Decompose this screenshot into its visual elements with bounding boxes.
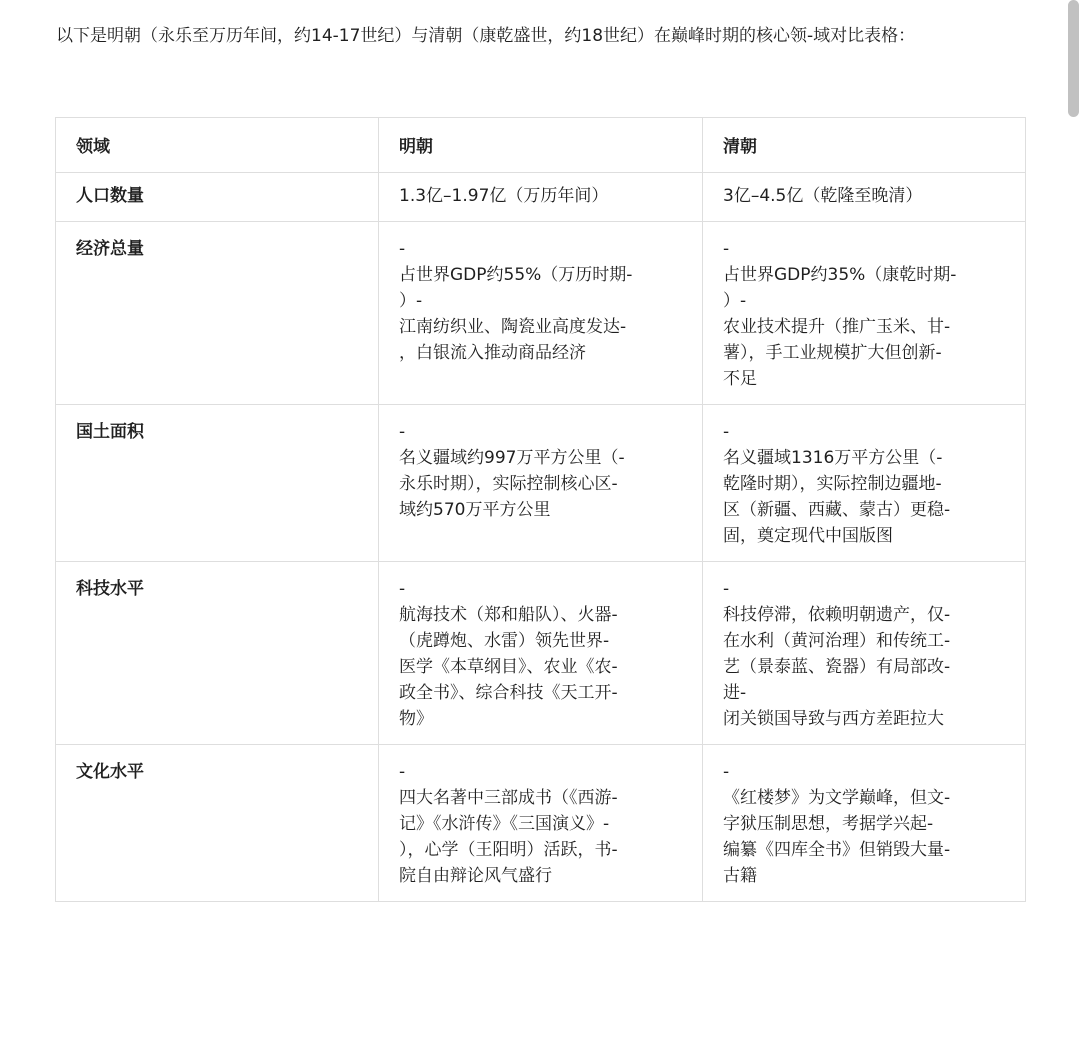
cell-text-line: 闭关锁国导致与西方差距拉大: [723, 709, 944, 729]
cell-text-line: 1.3亿–1.97亿（万历年间）: [399, 186, 609, 206]
cell-qing: [703, 745, 1026, 902]
intro-text: 以下是明朝（永乐至万历年间，约14-17世纪）与清朝（康乾盛世，约18世纪）在巅峰时期的核心领-域对比表格：: [56, 26, 916, 46]
cell-text-line: -: [399, 762, 406, 782]
table-body: [56, 173, 1026, 902]
comparison-table: [55, 117, 1026, 902]
row-field-label: 经济总量: [56, 222, 379, 405]
cell-qing: [703, 405, 1026, 562]
cell-qing: [703, 222, 1026, 405]
cell-text-line: 《红楼梦》为文学巅峰，但文-: [723, 788, 951, 808]
cell-text-line: -: [399, 422, 406, 442]
cell-text-line: 古籍: [723, 866, 757, 886]
header-field: 领域: [56, 118, 379, 173]
cell-text-line: 四大名著中三部成书（《西游-: [399, 788, 618, 808]
table-row: [56, 222, 1026, 405]
cell-text-line: -: [399, 579, 406, 599]
cell-text-line: 农业技术提升（推广玉米、甘-: [723, 317, 951, 337]
cell-text-line: 字狱压制思想，考据学兴起-: [723, 814, 934, 834]
table-header-row: [56, 118, 1026, 173]
cell-text-line: ）-: [399, 291, 423, 311]
cell-ming: [379, 405, 703, 562]
cell-text-line: （虎蹲炮、水雷）领先世界-: [399, 631, 610, 651]
row-field-label: 文化水平: [56, 745, 379, 902]
cell-text-line: ）-: [723, 291, 747, 311]
table-row: [56, 745, 1026, 902]
cell-text-line: 科技停滞，依赖明朝遗产，仅-: [723, 605, 951, 625]
cell-ming: [379, 745, 703, 902]
cell-text-line: 薯），手工业规模扩大但创新-: [723, 343, 942, 363]
cell-text-line: 编纂《四库全书》但销毁大量-: [723, 840, 951, 860]
row-field-label: 国土面积: [56, 405, 379, 562]
cell-qing: [703, 173, 1026, 222]
table-row: [56, 405, 1026, 562]
row-field-label: 人口数量: [56, 173, 379, 222]
cell-text-line: 记》《水浒传》《三国演义》-: [399, 814, 610, 834]
cell-text-line: 域约570万平方公里: [399, 500, 551, 520]
cell-text-line: -: [723, 762, 730, 782]
cell-text-line: 区（新疆、西藏、蒙古）更稳-: [723, 500, 951, 520]
vertical-scrollbar[interactable]: [1066, 0, 1080, 1045]
comparison-table-container: [55, 117, 1025, 902]
row-field-label: 科技水平: [56, 562, 379, 745]
table-row: [56, 173, 1026, 222]
cell-text-line: 在水利（黄河治理）和传统工-: [723, 631, 951, 651]
cell-text-line: 名义疆域1316万平方公里（-: [723, 448, 943, 468]
cell-text-line: 艺（景泰蓝、瓷器）有局部改-: [723, 657, 951, 677]
cell-qing: [703, 562, 1026, 745]
cell-text-line: -: [723, 239, 730, 259]
table-header: [56, 118, 1026, 173]
cell-text-line: 院自由辩论风气盛行: [399, 866, 552, 886]
cell-text-line: 不足: [723, 369, 757, 389]
header-qing: 清朝: [703, 118, 1026, 173]
cell-text-line: ），心学（王阳明）活跃，书-: [399, 840, 618, 860]
cell-ming: [379, 222, 703, 405]
cell-ming: [379, 562, 703, 745]
cell-text-line: 物》: [399, 709, 433, 729]
cell-text-line: 乾隆时期），实际控制边疆地-: [723, 474, 942, 494]
cell-text-line: 医学《本草纲目》、农业《农-: [399, 657, 618, 677]
cell-text-line: 永乐时期），实际控制核心区-: [399, 474, 618, 494]
cell-text-line: -: [723, 579, 730, 599]
cell-text-line: 政全书》、综合科技《天工开-: [399, 683, 618, 703]
cell-text-line: 固，奠定现代中国版图: [723, 526, 893, 546]
cell-text-line: 占世界GDP约35%（康乾时期-: [723, 265, 957, 285]
cell-text-line: 3亿–4.5亿（乾隆至晚清）: [723, 186, 923, 206]
cell-text-line: -: [723, 422, 730, 442]
cell-text-line: 航海技术（郑和船队）、火器-: [399, 605, 618, 625]
scrollbar-thumb[interactable]: [1068, 0, 1079, 117]
cell-text-line: ，白银流入推动商品经济: [399, 343, 586, 363]
cell-ming: [379, 173, 703, 222]
cell-text-line: 进-: [723, 683, 747, 703]
cell-text-line: 江南纺织业、陶瓷业高度发达-: [399, 317, 627, 337]
cell-text-line: 占世界GDP约55%（万历时期-: [399, 265, 633, 285]
cell-text-line: 名义疆域约997万平方公里（-: [399, 448, 625, 468]
header-ming: 明朝: [379, 118, 703, 173]
table-row: [56, 562, 1026, 745]
cell-text-line: -: [399, 239, 406, 259]
